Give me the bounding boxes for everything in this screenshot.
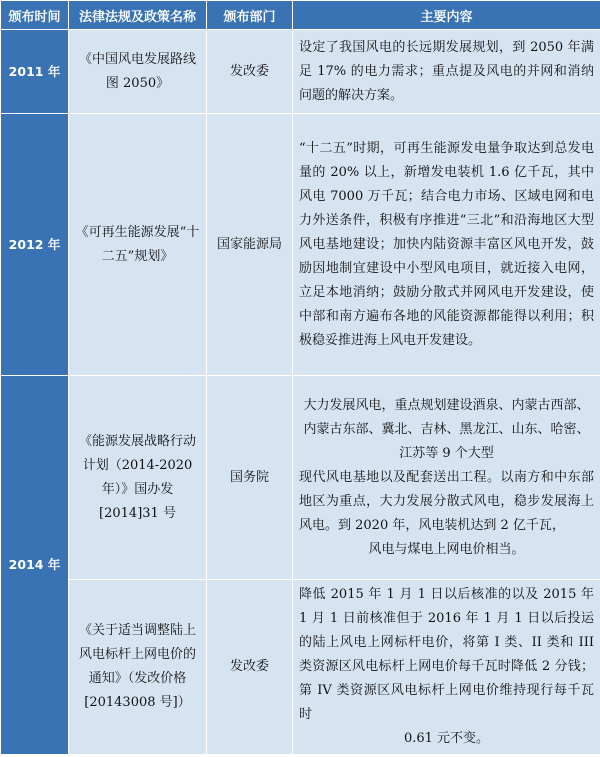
header-row <box>1 1 600 30</box>
content-line: 降低 2015 年 1 月 1 日以后核准的以及 2015 年 1 月 1 日前核准但于 2016 年 1 月 1 日以后投运的陆上风电上网标杆电价，将第 I 类、II 类和 III 类资源区风电标杆上网电价每千瓦时降低 2 分钱；第 IV 类资源区风电标杆上网电价维持现行每千瓦时 <box>299 587 594 722</box>
content-cell: “十二五”时期，可再生能源发电量争取达到总发电量的 20% 以上，新增发电装机 1.6 亿千瓦，其中风电 7000 万千瓦；结合电力市场、区域电网和电力外送条件，积极有序推进“三北”和沿海地区大型风电基地建设；加快内陆资源丰富区风电开发，鼓励因地制宜建设中小型风电项目，就近接入电网，立足本地消纳；鼓励分散式并网风电开发建设，使中部和南方遍布各地的风能资源都能得以利用；积极稳妥推进海上风电开发建设。 <box>293 114 600 376</box>
department-cell: 国务院 <box>207 376 293 580</box>
department-cell: 发改委 <box>207 580 293 755</box>
table-row <box>1 30 600 114</box>
year-cell: 2011 年 <box>1 30 69 114</box>
table-row <box>1 376 600 580</box>
department-cell: 国家能源局 <box>207 114 293 376</box>
table-row <box>1 114 600 376</box>
header-content: 主要内容 <box>293 1 600 30</box>
header-policy-name: 法律法规及政策名称 <box>69 1 207 30</box>
content-line: 现代风电基地以及配套送出工程。以南方和中东部地区为重点，大力发展分散式风电，稳步发展海上风电。到 2020 年，风电装机达到 2 亿千瓦， <box>299 469 594 533</box>
year-cell: 2014 年 <box>1 376 69 755</box>
content-line: 江苏等 9 个大型 <box>399 445 494 461</box>
content-line: 风电与煤电上网电价相当。 <box>368 541 525 557</box>
header-year: 颁布时间 <box>1 1 69 30</box>
policy-name-cell: 《中国风电发展路线图 2050》 <box>69 30 207 114</box>
policy-name-cell: 《关于适当调整陆上风电标杆上网电价的通知》（发改价格[20143008 号]） <box>69 580 207 755</box>
table-row <box>1 580 600 755</box>
content-line: 0.61 元不变。 <box>403 731 490 746</box>
content-cell: 设定了我国风电的长远期发展规划，到 2050 年满足 17% 的电力需求；重点提及风电的并网和消纳问题的解决方案。 <box>293 30 600 114</box>
department-cell: 发改委 <box>207 30 293 114</box>
year-cell: 2012 年 <box>1 114 69 376</box>
header-department: 颁布部门 <box>207 1 293 30</box>
policy-name-cell: 《能源发展战略行动计划（2014-2020 年）》国办发[2014]31 号 <box>69 376 207 580</box>
policy-name-cell: 《可再生能源发展“十二五”规划》 <box>69 114 207 376</box>
content-cell <box>293 580 600 755</box>
content-line: 大力发展风电，重点规划建设酒泉、内蒙古西部、内蒙古东部、冀北、吉林、黑龙江、山东、哈密、 <box>303 397 590 437</box>
content-cell <box>293 376 600 580</box>
